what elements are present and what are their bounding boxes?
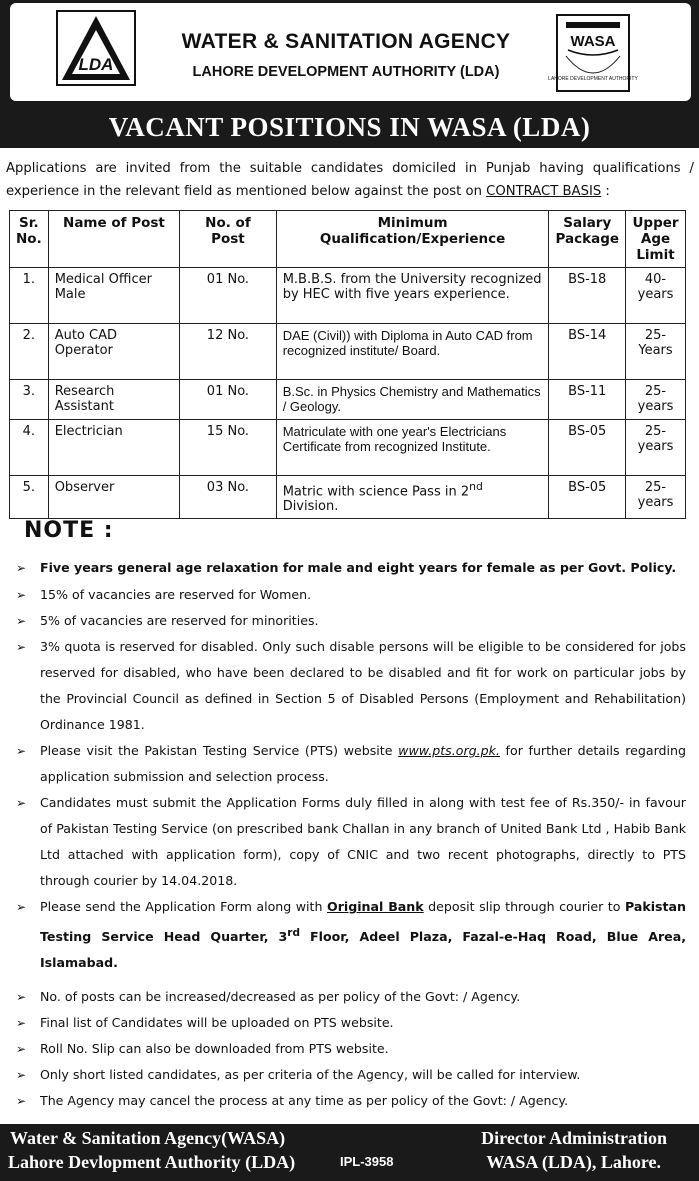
- footer-banner: [0, 1124, 699, 1181]
- cell-sr: 5.: [10, 476, 49, 519]
- cell-qualification: DAE (Civil)) with Diploma in Auto CAD from recognized institute/ Board.: [276, 324, 549, 380]
- cell-age: 25-Years: [626, 324, 686, 380]
- note-heading: NOTE :: [24, 518, 114, 543]
- note-item: [16, 608, 686, 634]
- footer-reference: IPL-3958: [340, 1154, 394, 1169]
- arrow-bullet-icon: ➢: [16, 796, 27, 810]
- qualification-text: Matric with science Pass in 2: [282, 484, 470, 500]
- lda-logo-text: LDA: [78, 55, 114, 74]
- cell-qualification: [276, 476, 549, 519]
- note-item: [16, 582, 686, 608]
- cell-salary: BS-14: [549, 324, 626, 380]
- notes-list: [16, 555, 686, 1114]
- cell-salary: BS-18: [549, 268, 626, 324]
- note-item: [16, 1010, 686, 1036]
- cell-sr: 2.: [10, 324, 49, 380]
- cell-post: Research Assistant: [48, 380, 179, 420]
- wasa-logo-ring-text: LAHORE DEVELOPMENT AUTHORITY: [548, 76, 638, 82]
- footer-agency: Water & Sanitation Agency(WASA): [10, 1128, 286, 1148]
- arrow-bullet-icon: ➢: [16, 561, 27, 575]
- cell-count: 01 No.: [180, 268, 277, 324]
- note-text: Final list of Candidates will be uploaded on PTS website.: [40, 1015, 394, 1031]
- note-text: Five years general age relaxation for male and eight years for female as per Govt. Policy.: [40, 560, 677, 575]
- table-row: [10, 324, 686, 380]
- note-text: Roll No. Slip can also be downloaded from PTS website.: [40, 1041, 389, 1057]
- arrow-bullet-icon: ➢: [16, 588, 27, 602]
- note-item: [16, 738, 686, 790]
- arrow-bullet-icon: ➢: [16, 744, 27, 758]
- note-item: [16, 790, 686, 894]
- lda-logo: [56, 10, 136, 86]
- contract-basis: CONTRACT BASIS: [486, 184, 602, 199]
- table-row: [10, 476, 686, 519]
- pts-address-sup: rd: [287, 927, 300, 939]
- authority-title: LAHORE DEVELOPMENT AUTHORITY (LDA): [192, 64, 500, 80]
- arrow-bullet-icon: ➢: [16, 990, 27, 1005]
- arrow-bullet-icon: ➢: [16, 900, 27, 914]
- note-text: 5% of vacancies are reserved for minorities.: [40, 613, 319, 628]
- cell-age: 25-years: [626, 420, 686, 476]
- note-text-end: for further details regarding application submission and selection process.: [40, 743, 686, 784]
- arrow-bullet-icon: ➢: [16, 1068, 27, 1083]
- header-qualification: Minimum Qualification/Experience: [276, 211, 549, 268]
- page-title: VACANT POSITIONS IN WASA (LDA): [108, 112, 591, 142]
- intro-colon: :: [601, 184, 610, 199]
- note-text: The Agency may cancel the process at any time as per policy of the Govt: / Agency.: [40, 1093, 569, 1109]
- cell-age: 25-years: [626, 476, 686, 519]
- note-text: Please visit the Pakistan Testing Service (PTS) website: [40, 743, 399, 758]
- note-item: [16, 1088, 686, 1114]
- footer-authority: Lahore Devlopment Authority (LDA): [8, 1152, 296, 1172]
- note-item: [16, 1036, 686, 1062]
- cell-qualification: M.B.B.S. from the University recognized by HEC with five years experience.: [276, 268, 549, 324]
- note-text: 15% of vacancies are reserved for Women.: [40, 587, 312, 602]
- pts-website-link[interactable]: www.pts.org.pk.: [398, 743, 500, 758]
- arrow-bullet-icon: ➢: [16, 640, 27, 654]
- cell-count: 03 No.: [180, 476, 277, 519]
- note-text: 3% quota is reserved for disabled. Only such disable persons will be eligible to be considered for jobs reserved for disabled, who have been declared to be disabled and fit for work on particular jobs by the Provincial Council as defined in Section 5 of Disabled Persons (Employment and Rehabilitation) Ordinance 1981.: [40, 639, 686, 732]
- cell-salary: BS-05: [549, 476, 626, 519]
- cell-post: Auto CAD Operator: [48, 324, 179, 380]
- cell-age: 25-years: [626, 380, 686, 420]
- cell-qualification: Matriculate with one year's Electricians Certificate from recognized Institute.: [276, 420, 549, 476]
- original-bank: Original Bank: [326, 899, 424, 914]
- note-item: [16, 555, 686, 581]
- agency-title: WATER & SANITATION AGENCY: [181, 30, 511, 53]
- table-header-row: [10, 211, 686, 268]
- note-text-mid: deposit slip through courier to: [423, 899, 625, 914]
- wasa-logo: [548, 14, 638, 92]
- note-text: Candidates must submit the Application Forms duly filled in along with test fee of Rs.350/- in favour of Pakistan Testing Service (on prescribed bank Challan in any branch of United Bank Ltd , Habib Bank Ltd attached with application form), copy of CNIC and two recent photographs, directly to PTS through courier by 14.04.2018.: [40, 795, 686, 888]
- note-item: [16, 1062, 686, 1088]
- wasa-logo-text: WASA: [570, 33, 616, 50]
- intro-text: Applications are invited from the suitable candidates domiciled in Punjab having qualifications / experience in the relevant field as mentioned below against the post on: [6, 161, 694, 199]
- table-row: [10, 420, 686, 476]
- positions-table: [9, 210, 686, 519]
- pts-address-end: Floor, Adeel Plaza, Fazal-e-Haq Road, Blue Area, Islamabad.: [40, 929, 686, 971]
- qualification-sup: nd: [469, 480, 483, 493]
- cell-sr: 4.: [10, 420, 49, 476]
- cell-post: Observer: [48, 476, 179, 519]
- cell-count: 12 No.: [180, 324, 277, 380]
- header-count: No. of Post: [180, 211, 277, 268]
- arrow-bullet-icon: ➢: [16, 1016, 27, 1031]
- cell-salary: BS-11: [549, 380, 626, 420]
- intro-paragraph: [6, 157, 694, 203]
- cell-count: 15 No.: [180, 420, 277, 476]
- cell-salary: BS-05: [549, 420, 626, 476]
- footer-signatory-office: WASA (LDA), Lahore.: [486, 1152, 661, 1172]
- cell-sr: 1.: [10, 268, 49, 324]
- header-banner: [0, 0, 699, 148]
- header-salary: Salary Package: [549, 211, 626, 268]
- footer-signatory: Director Administration: [481, 1128, 667, 1148]
- header-sr: Sr. No.: [10, 211, 49, 268]
- header-post: Name of Post: [48, 211, 179, 268]
- table-row: [10, 268, 686, 324]
- cell-count: 01 No.: [180, 380, 277, 420]
- table-row: [10, 380, 686, 420]
- cell-post: Medical Officer Male: [48, 268, 179, 324]
- cell-age: 40-years: [626, 268, 686, 324]
- note-text: No. of posts can be increased/decreased as per policy of the Govt: / Agency.: [40, 989, 521, 1005]
- qualification-text-end: Division.: [282, 499, 339, 515]
- note-text: Only short listed candidates, as per criteria of the Agency, will be called for interview.: [40, 1067, 581, 1083]
- cell-sr: 3.: [10, 380, 49, 420]
- cell-post: Electrician: [48, 420, 179, 476]
- pts-address: Pakistan Testing Service Head Quarter, 3: [40, 899, 687, 945]
- note-item: [16, 984, 686, 1010]
- cell-qualification: B.Sc. in Physics Chemistry and Mathematics / Geology.: [276, 380, 549, 420]
- note-item: [16, 894, 686, 976]
- header-age: Upper Age Limit: [626, 211, 686, 268]
- note-item: [16, 634, 686, 738]
- arrow-bullet-icon: ➢: [16, 1094, 27, 1109]
- note-text: Please send the Application Form along with: [40, 899, 327, 914]
- arrow-bullet-icon: ➢: [16, 614, 27, 628]
- arrow-bullet-icon: ➢: [16, 1042, 27, 1057]
